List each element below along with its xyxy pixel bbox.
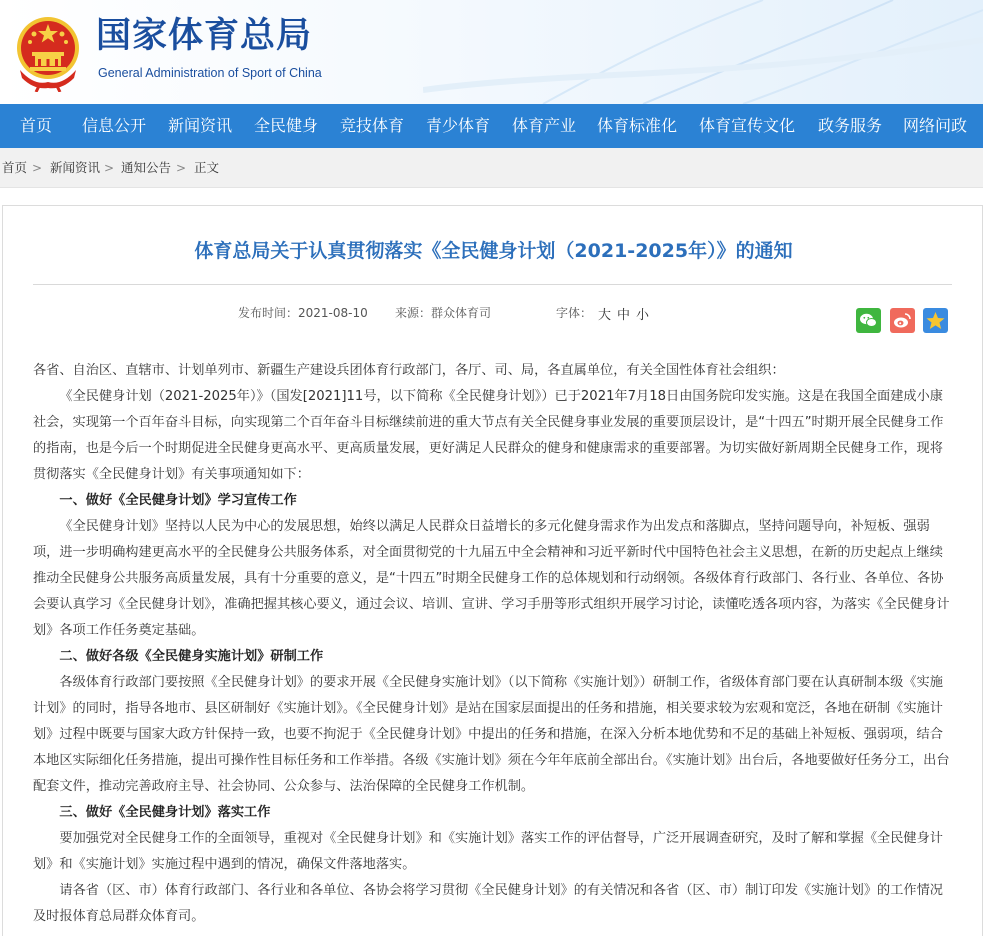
title-divider: [33, 284, 952, 285]
nav-item-sports-culture[interactable]: 体育宣传文化: [699, 116, 796, 135]
site-header: [0, 0, 983, 104]
nav-item-sports-industry[interactable]: 体育产业: [512, 116, 577, 135]
nav-item-competitive-sports[interactable]: 竞技体育: [340, 116, 405, 135]
publish-date-value: 2021-08-10: [298, 306, 368, 320]
breadcrumb: [0, 148, 983, 188]
publish-date: [238, 304, 368, 321]
breadcrumb-news[interactable]: 新闻资讯: [50, 160, 101, 175]
font-size-label: 字体：: [556, 306, 593, 320]
header-decoration: [423, 0, 983, 104]
nav-item-national-fitness[interactable]: 全民健身: [254, 116, 319, 135]
wechat-icon[interactable]: [856, 308, 881, 333]
breadcrumb-separator: >: [32, 161, 43, 175]
publish-date-label: 发布时间：: [238, 306, 299, 320]
paragraph-section-3: 要加强党对全民健身工作的全面领导，重视对《全民健身计划》和《实施计划》落实工作的评估督导，广泛开展调查研究，及时了解和掌握《全民健身计划》和《实施计划》实施过程中遇到的情况，确保文件落地落实。: [33, 831, 943, 872]
site-title[interactable]: 国家体育总局: [96, 16, 313, 56]
font-size-medium[interactable]: 中: [617, 308, 631, 323]
source-value: 群众体育司: [431, 306, 492, 320]
breadcrumb-notices[interactable]: 通知公告: [121, 160, 172, 175]
section-heading-3: 三、做好《全民健身计划》落实工作: [59, 805, 271, 820]
qzone-icon[interactable]: [923, 308, 948, 333]
site-subtitle: General Administration of Sport of China: [98, 66, 322, 80]
breadcrumb-current: 正文: [194, 160, 220, 175]
nav-item-government-services[interactable]: 政务服务: [818, 116, 883, 135]
article-title: 体育总局关于认真贯彻落实《全民健身计划（2021-2025年）》的通知: [194, 240, 793, 262]
nav-item-sports-standardization[interactable]: 体育标准化: [597, 116, 678, 135]
article-body: [33, 358, 955, 930]
breadcrumb-home[interactable]: 首页: [2, 160, 28, 175]
font-size-small[interactable]: 小: [636, 308, 650, 323]
nav-item-home[interactable]: 首页: [20, 116, 53, 135]
section-heading-1: 一、做好《全民健身计划》学习宣传工作: [59, 493, 297, 508]
section-heading-2: 二、做好各级《全民健身实施计划》研制工作: [59, 649, 324, 664]
paragraph-closing: 请各省（区、市）体育行政部门、各行业和各单位、各协会将学习贯彻《全民健身计划》的有关情况和各省（区、市）制订印发《实施计划》的工作情况及时报体育总局群众体育司。: [33, 883, 943, 924]
breadcrumb-separator: >: [104, 161, 115, 175]
breadcrumb-separator: >: [176, 161, 187, 175]
weibo-icon[interactable]: [890, 308, 915, 333]
national-emblem-icon[interactable]: [14, 12, 82, 92]
font-size-large[interactable]: 大: [598, 308, 612, 323]
nav-item-info-disclosure[interactable]: 信息公开: [82, 116, 147, 135]
nav-item-news[interactable]: 新闻资讯: [168, 116, 233, 135]
main-nav: [0, 104, 983, 148]
paragraph-section-1: 《全民健身计划》坚持以人民为中心的发展思想，始终以满足人民群众日益增长的多元化健身需求作为出发点和落脚点，坚持问题导向，补短板、强弱项，进一步明确构建更高水平的全民健身公共服务体系，对全面贯彻党的十九届五中全会精神和习近平新时代中国特色社会主义思想，在新的历史起点上继续推动全民健身公共服务高质量发展，具有十分重要的意义，是“十四五”时期全民健身工作的总体规划和行动纲领。各级体育行政部门、各行业、各单位、各协会要认真学习《全民健身计划》，准确把握其核心要义，通过会议、培训、宣讲、学习手册等形式组织开展学习讨论，读懂吃透各项内容，为落实《全民健身计划》各项工作任务奠定基础。: [33, 519, 950, 638]
article-source: [395, 304, 491, 321]
paragraph-intro: 《全民健身计划（2021-2025年）》（国发[2021]11号，以下简称《全民健身计划》）已于2021年7月18日由国务院印发实施。这是在我国全面建成小康社会，实现第一个百年奋斗目标，向实现第二个百年奋斗目标继续前进的重大节点有关全民健身事业发展的重要顶层设计，是“十四五”时期开展全民健身工作的指南，也是今后一个时期促进全民健身更高水平、更高质量发展，更好满足人民群众的健身和健康需求的重要部署。为切实做好新周期全民健身工作，现将贯彻落实《全民健身计划》有关事项通知如下：: [33, 389, 944, 482]
article-panel: [2, 205, 983, 936]
nav-item-online-inquiry[interactable]: 网络问政: [903, 116, 968, 135]
paragraph-addressees: 各省、自治区、直辖市、计划单列市、新疆生产建设兵团体育行政部门，各厅、司、局，各直属单位，有关全国性体育社会组织：: [33, 363, 785, 378]
paragraph-section-2: 各级体育行政部门要按照《全民健身计划》的要求开展《全民健身实施计划》（以下简称《实施计划》）研制工作，省级体育部门要在认真研制本级《实施计划》的同时，指导各地市、县区研制好《实施计划》。《全民健身计划》是站在国家层面提出的任务和措施，相关要求较为宏观和宽泛，各地在研制《实施计划》过程中既要与国家大政方针保持一致，也要不拘泥于《全民健身计划》中提出的任务和措施，在深入分析本地优势和不足的基础上补短板、强弱项，结合本地区实际细化任务措施，提出可操作性目标任务和工作举措。各级《实施计划》须在今年年底前全部出台。《实施计划》出台后，各地要做好任务分工，出台配套文件，推动完善政府主导、社会协同、公众参与、法治保障的全民健身工作机制。: [33, 675, 950, 794]
nav-item-youth-sports[interactable]: 青少体育: [426, 116, 491, 135]
source-label: 来源：: [395, 306, 432, 320]
